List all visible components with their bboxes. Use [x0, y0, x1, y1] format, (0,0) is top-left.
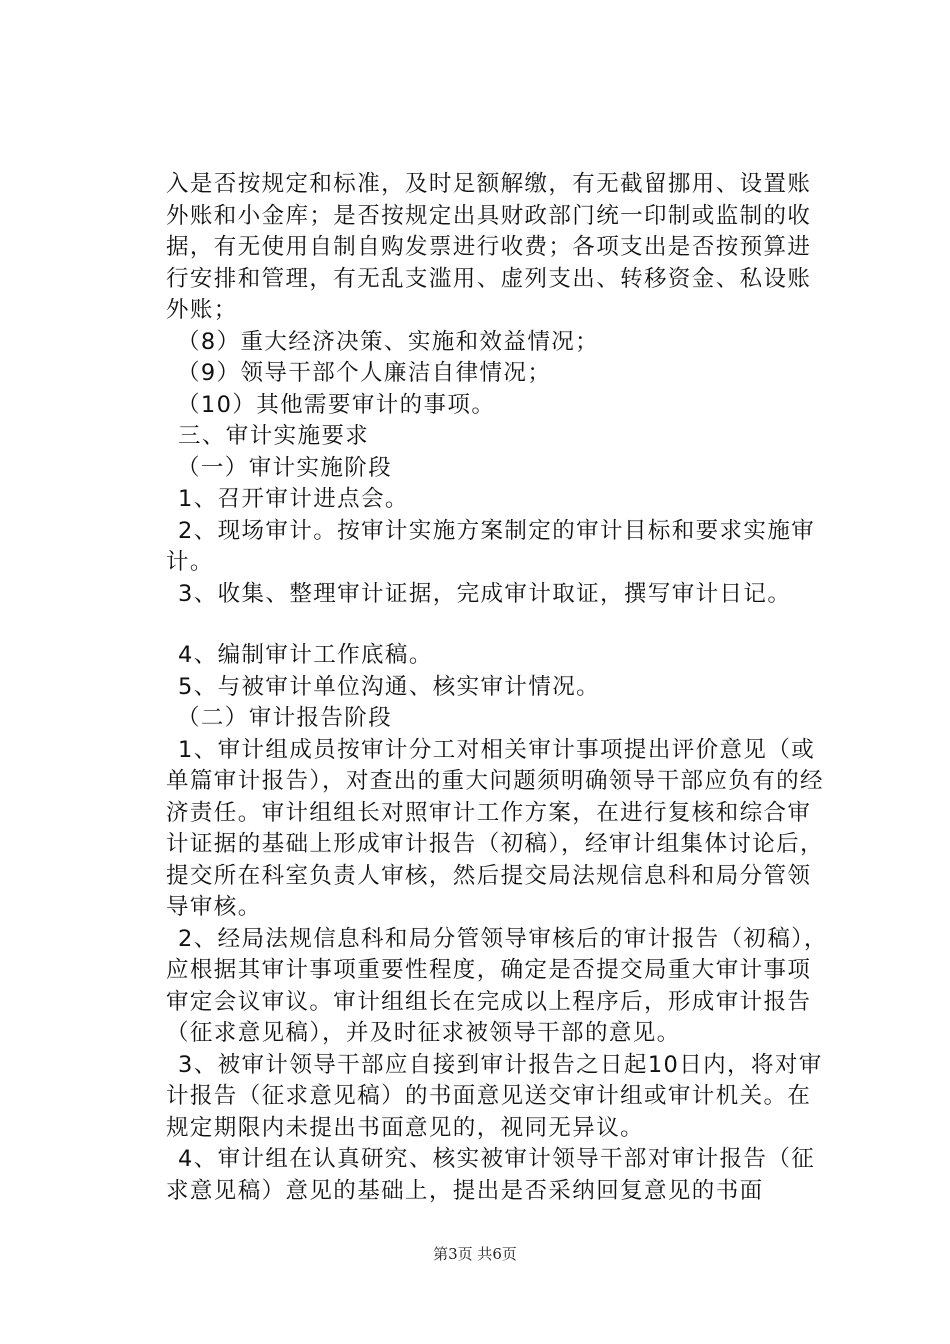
subsection-heading: （二）审计报告阶段: [177, 705, 393, 731]
page-footer: 第3页 共6页: [433, 1245, 517, 1263]
paragraph: 3、被审计领导干部应自接到审计报告之日起10日内，将对审计报告（征求意见稿）的书面意见送交审计组或审计机关。在规定期限内未提出书面意见的，视同无异议。: [166, 1051, 823, 1141]
list-item: 3、收集、整理审计证据，完成审计取证，撰写审计日记。: [178, 580, 792, 607]
list-item: 5、与被审计单位沟通、核实审计情况。: [178, 673, 601, 700]
paragraph: 2、经局法规信息科和局分管领导审核后的审计报告（初稿），应根据其审计事项重要性程度，确定是否提交局重大审计事项审定会议审议。审计组组长在完成以上程序后，形成审计报告（征求意见稿），并及时征求被领导干部的意见。: [166, 925, 828, 1046]
section-heading: 三、审计实施要求: [178, 423, 370, 449]
subsection-heading: （一）审计实施阶段: [177, 454, 393, 481]
list-item: （9）领导干部个人廉洁自律情况；: [177, 360, 552, 386]
paragraph: 1、审计组成员按审计分工对相关审计事项提出评价意见（或单篇审计报告），对查出的重大问题须明确领导干部应负有的经济责任。审计组组长对照审计工作方案，在进行复核和综合审计证据的基础上形成审计报告（初稿），经审计组集体讨论后，提交所在科室负责人审核，然后提交局法规信息科和局分管领导审核。: [166, 736, 824, 920]
paragraph: 入是否按规定和标准，及时足额解缴，有无截留挪用、设置账外账和小金库；是否按规定出具财政部门统一印制或监制的收据，有无使用自制自购发票进行收费；各项支出是否按预算进行安排和管理，有无乱支滥用、虚列支出、转移资金、私设账外账；: [166, 171, 812, 323]
list-item: （10）其他需要审计的事项。: [177, 391, 496, 418]
list-item: 4、编制审计工作底稿。: [178, 642, 433, 668]
list-item: 2、现场审计。按审计实施方案制定的审计目标和要求实施审计。: [166, 517, 816, 575]
body-text: [166, 169, 834, 1207]
list-item: 1、召开审计进点会。: [178, 486, 409, 512]
list-item: （8）重大经济决策、实施和效益情况；: [177, 328, 600, 355]
paragraph: 4、审计组在认真研究、核实被审计领导干部对审计报告（征求意见稿）意见的基础上，提出是否采纳回复意见的书面: [166, 1146, 816, 1204]
